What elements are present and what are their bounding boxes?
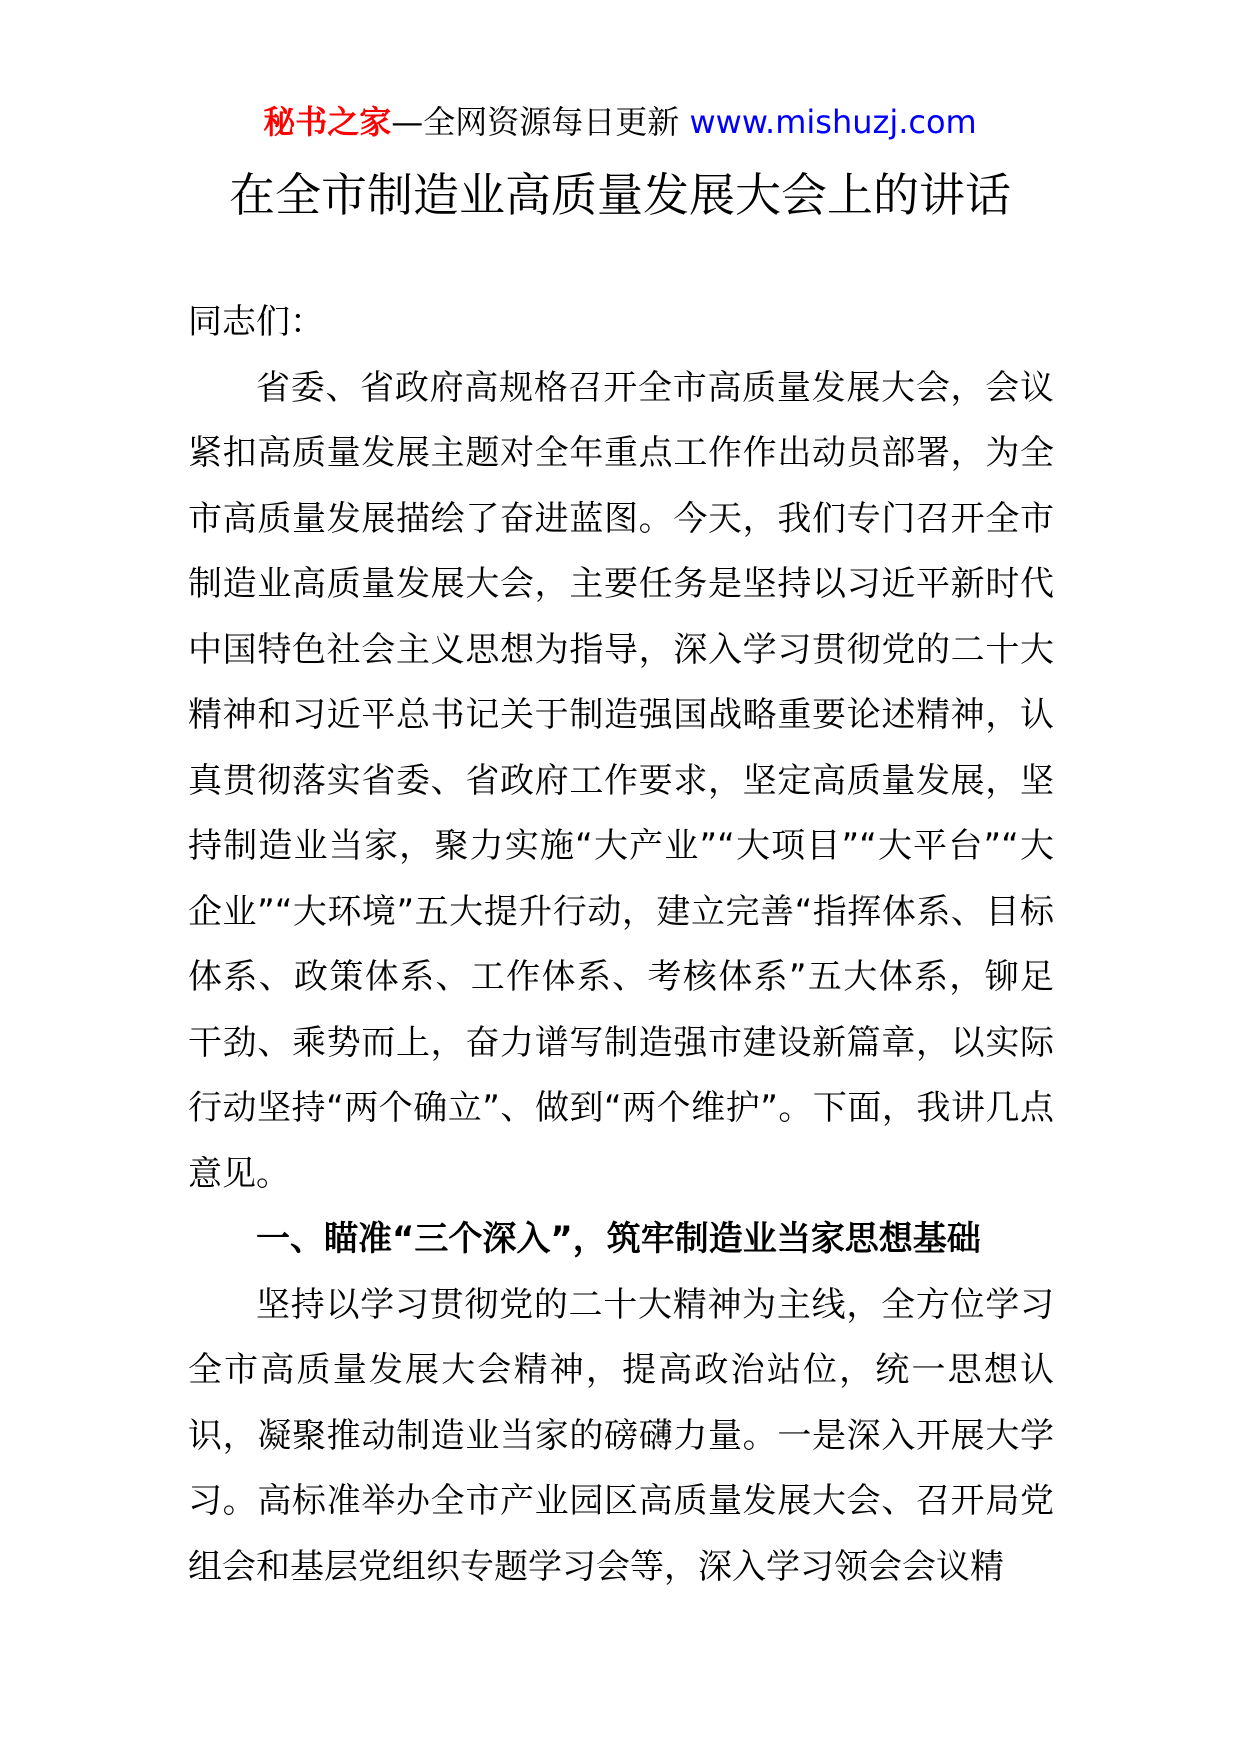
paragraph: 省委、省政府高规格召开全市高质量发展大会，会议紧扣高质量发展主题对全年重点工作作出动员部署，为全市高质量发展描绘了奋进蓝图。今天，我们专门召开全市制造业高质量发展大会，主要任务是坚持以习近平新时代中国特色社会主义思想为指导，深入学习贯彻党的二十大精神和习近平总书记关于制造强国战略重要论述精神，认真贯彻落实省委、省政府工作要求，坚定高质量发展，坚持制造业当家，聚力实施“大产业”“大项目”“大平台”“大企业”“大环境”五大提升行动，建立完善“指挥体系、目标体系、政策体系、工作体系、考核体系”五大体系，铆足干劲、乘势而上，奋力谱写制造强市建设新篇章，以实际行动坚持“两个确立”、做到“两个维护”。下面，我讲几点意见。 [188,367,1054,1194]
site-tagline: —全网资源每日更新 [391,103,690,141]
document-body [188,290,1054,1600]
paragraph: 坚持以学习贯彻党的二十大精神为主线，全方位学习全市高质量发展大会精神，提高政治站位，统一思想认识，凝聚推动制造业当家的磅礴力量。一是深入开展大学习。高标准举办全市产业园区高质量发展大会、召开局党组会和基层党组织专题学习会等，深入学习领会会议精 [188,1284,1054,1587]
site-header [0,100,1240,144]
document-title: 在全市制造业高质量发展大会上的讲话 [229,168,1011,222]
site-brand: 秘书之家 [263,103,392,141]
site-url-link[interactable]: www.mishuzj.com [689,103,977,141]
salutation: 同志们： [188,302,324,342]
section-heading: 一、瞄准“三个深入”，筑牢制造业当家思想基础 [256,1219,981,1259]
